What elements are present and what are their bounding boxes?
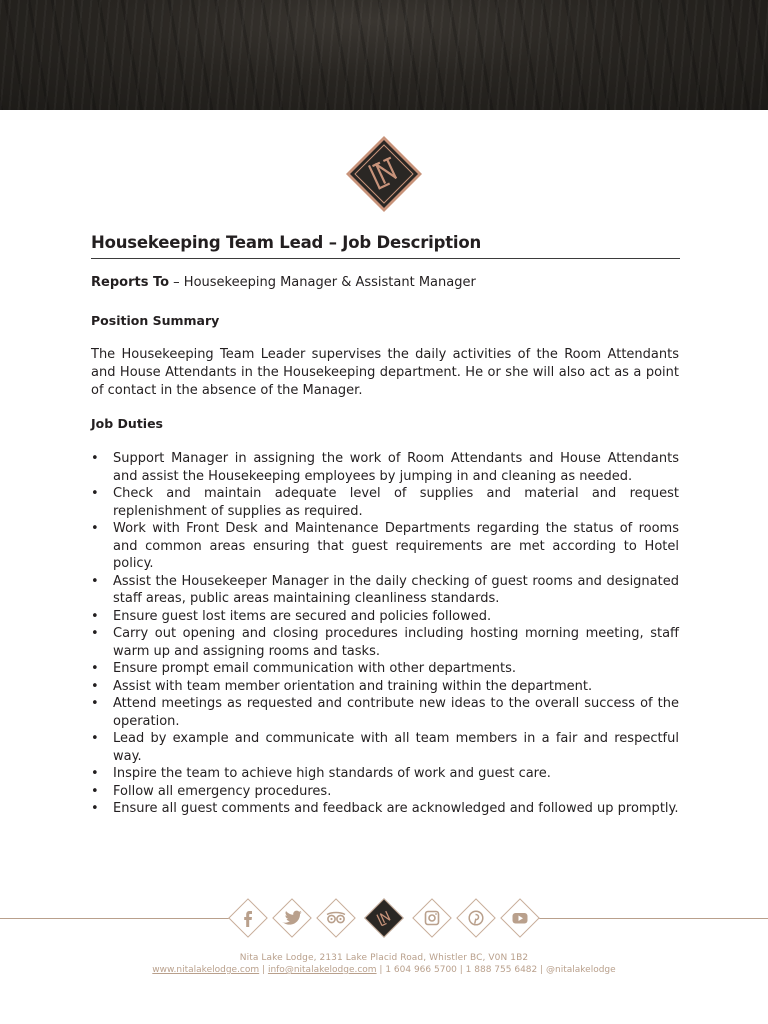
duty-item: • Support Manager in assigning the work of Room Attendants and House Attendants and assist the Housekeeping employees by jumping in and cleaning as needed. xyxy=(91,450,679,485)
youtube-icon[interactable] xyxy=(500,898,540,938)
page-title: Housekeeping Team Lead – Job Description xyxy=(91,233,482,252)
position-summary-heading: Position Summary xyxy=(91,313,220,328)
phone-local: 1 604 966 5700 xyxy=(385,965,457,975)
duty-item: • Ensure guest lost items are secured and policies followed. xyxy=(91,608,679,626)
duty-item: • Check and maintain adequate level of supplies and material and request replenishment of supplies as required. xyxy=(91,485,679,520)
separator: | xyxy=(537,965,547,975)
separator: | xyxy=(259,965,268,975)
duty-item: • Carry out opening and closing procedures including hosting morning meeting, staff warm up and assigning rooms and tasks. xyxy=(91,625,679,660)
instagram-icon[interactable] xyxy=(412,898,452,938)
reports-to-line xyxy=(91,275,476,290)
separator: | xyxy=(456,965,466,975)
footer-rule-left xyxy=(0,918,240,919)
title-divider xyxy=(91,258,680,259)
duty-item: • Assist the Housekeeper Manager in the daily checking of guest rooms and designated staff areas, public areas maintaining cleanliness standards. xyxy=(91,573,679,608)
job-duties-list xyxy=(91,450,679,818)
email-link[interactable]: info@nitalakelodge.com xyxy=(267,965,377,975)
job-duties-heading: Job Duties xyxy=(91,416,163,431)
duty-item: • Attend meetings as requested and contribute new ideas to the overall success of the operation. xyxy=(91,695,679,730)
logo-icon[interactable] xyxy=(364,898,404,938)
tripadvisor-icon[interactable] xyxy=(316,898,356,938)
duty-item: • Ensure all guest comments and feedback are acknowledged and followed up promptly. xyxy=(91,800,679,818)
website-link[interactable]: www.nitalakelodge.com xyxy=(152,965,260,975)
separator: | xyxy=(376,965,386,975)
footer-rule-right xyxy=(528,918,768,919)
twitter-icon[interactable] xyxy=(272,898,312,938)
nita-lake-lodge-logo xyxy=(344,134,424,214)
footer-social-icons xyxy=(228,894,540,942)
duty-item: • Inspire the team to achieve high standards of work and guest care. xyxy=(91,765,679,783)
footer-address: Nita Lake Lodge, 2131 Lake Placid Road, Whistler BC, V0N 1B2 xyxy=(239,953,529,963)
duty-item: • Lead by example and communicate with all team members in a fair and respectful way. xyxy=(91,730,679,765)
position-summary-text: The Housekeeping Team Leader supervises the daily activities of the Room Attendants and House Attendants in the Housekeeping department. He or she will also act as a point of contact in the absence of the Manager. xyxy=(91,347,679,398)
pinterest-icon[interactable] xyxy=(456,898,496,938)
social-handle: @nitalakelodge xyxy=(546,965,616,975)
reports-to-label: Reports To xyxy=(91,275,170,290)
duty-item: • Assist with team member orientation and training within the department. xyxy=(91,678,679,696)
duty-item: • Work with Front Desk and Maintenance Departments regarding the status of rooms and common areas ensuring that guest requirements are met according to Hotel policy. xyxy=(91,520,679,573)
duty-item: • Ensure prompt email communication with other departments. xyxy=(91,660,679,678)
reports-to-value: – Housekeeping Manager & Assistant Manager xyxy=(169,275,476,290)
phone-tollfree: 1 888 755 6482 xyxy=(465,965,538,975)
footer-contacts xyxy=(0,965,768,975)
facebook-icon[interactable] xyxy=(228,898,268,938)
duty-item: • Follow all emergency procedures. xyxy=(91,783,679,801)
header-wood-banner xyxy=(0,0,768,110)
